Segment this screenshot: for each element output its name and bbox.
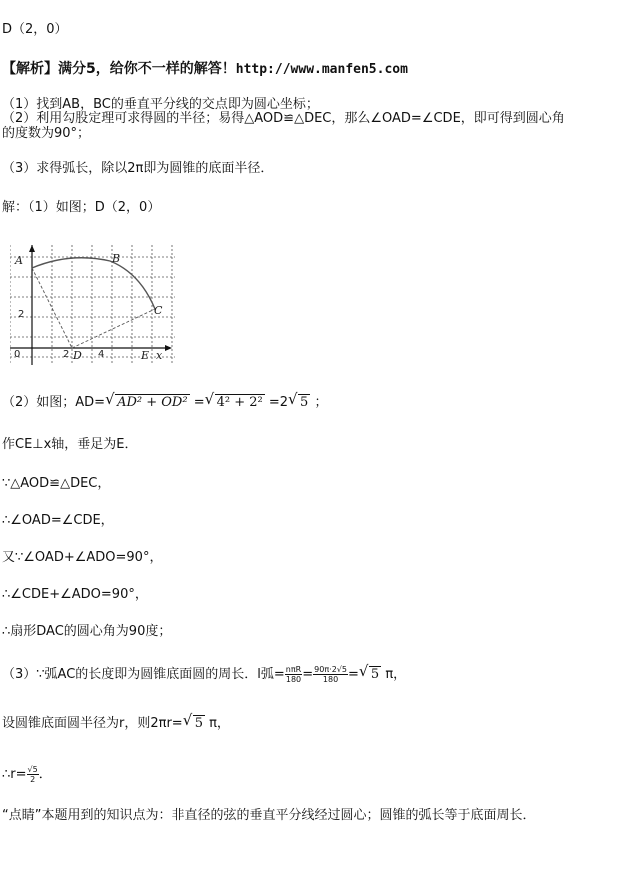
solution-part-2 — [2, 390, 328, 410]
solution-step-5: ∴∠OAD=∠CDE， — [2, 513, 114, 528]
sqrt-4-2: √ 4² + 2² — [204, 390, 263, 410]
comment-note: “点睛”本题用到的知识点为：非直径的弦的垂直平分线经过圆心；圆锥的弧长等于底面周长． — [2, 808, 536, 823]
s9-eq: = — [302, 667, 314, 682]
answer-top: D（2，0） — [2, 22, 68, 37]
hint-3: （3）求得弧长，除以2π即为圆锥的底面半径． — [2, 161, 274, 176]
y-axis-arrow — [29, 245, 35, 252]
label-a: A — [15, 254, 23, 267]
coordinate-figure — [10, 245, 175, 365]
analysis-header — [2, 62, 408, 77]
frac-r: $\frac{√5}{2}$ — [27, 765, 38, 784]
hint-2-line-b: 的度数为90°； — [2, 126, 91, 141]
solution-step-6: 又∵∠OAD+∠ADO=90°， — [2, 550, 163, 565]
arc-ac — [32, 258, 155, 309]
solution-part-1: 解：（1）如图；D（2，0） — [2, 200, 161, 215]
analysis-headline: 满分5，给你不一样的解答！ — [58, 61, 236, 77]
tick-origin: 0 — [14, 349, 21, 360]
label-x: x — [156, 349, 163, 362]
analysis-url[interactable]: http://www.manfen5.com — [235, 62, 408, 77]
tick-x-4: 4 — [98, 349, 105, 360]
label-b: B — [112, 252, 121, 265]
grid — [10, 245, 175, 365]
solution-step-11 — [2, 765, 52, 784]
sqrt-5-arc: √ 5 — [358, 662, 380, 682]
s9-eq2: = — [347, 667, 359, 682]
sqrt-ad-od: √ AD² + OD² — [105, 390, 188, 410]
segment-ad — [32, 268, 72, 348]
s9-tail: π， — [385, 667, 407, 682]
solution-part-3 — [2, 662, 407, 684]
tick-x-2: 2 — [63, 349, 70, 360]
sqrt-5: √ 5 — [288, 390, 309, 410]
s11-tail: ． — [38, 767, 52, 782]
solution-step-8: ∴扇形DAC的圆心角为90度； — [2, 624, 172, 639]
s10-prefix: 设圆锥底面圆半径为r，则2πr= — [2, 716, 183, 731]
tick-y-2: 2 — [18, 309, 25, 320]
segment-dc — [72, 309, 155, 348]
sqrt-5-r: √ 5 — [182, 711, 203, 731]
coordinate-diagram — [10, 245, 175, 365]
s2-eq: = — [193, 395, 205, 410]
hint-1: （1）找到AB，BC的垂直平分线的交点即为圆心坐标； — [2, 97, 319, 112]
s2-prefix: （2）如图；AD= — [2, 395, 106, 410]
label-d: D — [73, 349, 82, 362]
label-e: E — [141, 349, 150, 362]
solution-step-10 — [2, 711, 230, 731]
solution-step-4: ∵△AOD≌△DEC， — [2, 476, 111, 491]
label-c: C — [154, 304, 163, 317]
x-axis-arrow — [165, 345, 172, 351]
s9-prefix: （3）∵弧AC的长度即为圆锥底面圆的周长．l弧= — [2, 667, 285, 682]
frac-arc-formula: $\frac{\text{nπR}}{180}$ — [285, 665, 302, 684]
solution-step-3: 作CE⊥x轴，垂足为E． — [2, 437, 138, 452]
frac-arc-values: $\frac{90\pi\cdot 2√5}{180}$ — [314, 665, 347, 684]
solution-step-7: ∴∠CDE+∠ADO=90°， — [2, 587, 148, 602]
s10-tail: π， — [209, 716, 230, 731]
s11-prefix: ∴r= — [2, 767, 27, 782]
hint-2-line-a: （2）利用勾股定理可求得圆的半径；易得△AOD≌△DEC，那么∠OAD=∠CDE，即可得到圆心角 — [2, 111, 565, 126]
s2-tail: ； — [314, 395, 328, 410]
s2-coef: =2 — [268, 395, 289, 410]
analysis-tag: 【解析】 — [2, 61, 58, 77]
